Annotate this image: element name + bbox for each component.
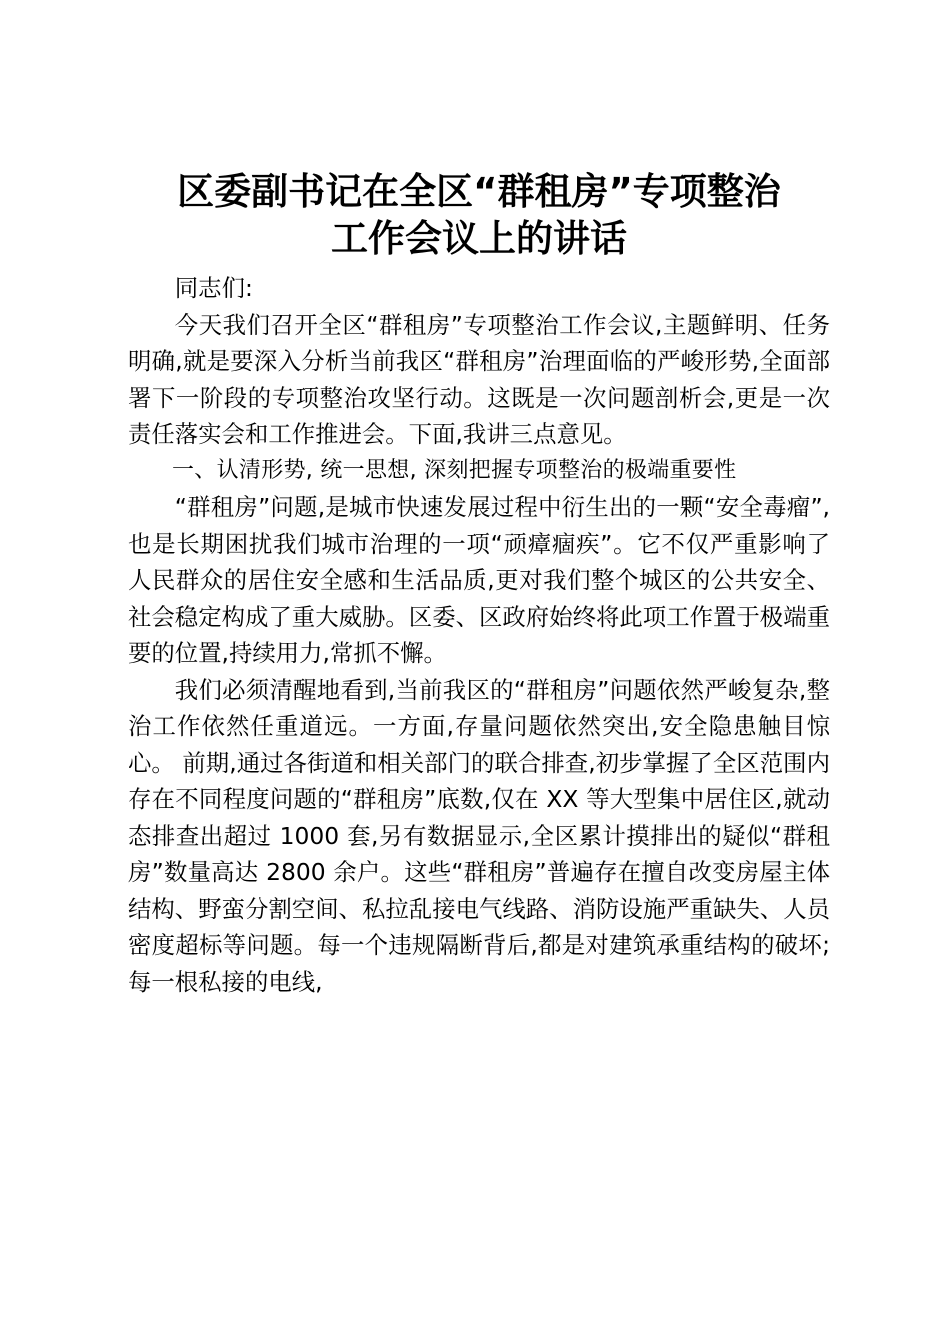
- document-body: [128, 270, 830, 1000]
- document-page: [128, 168, 830, 1000]
- paragraph-section1-1: “群租房”问题,是城市快速发展过程中衍生出的一颗“安全毒瘤”,也是长期困扰我们城市治理的一项“顽瘴痼疾”。它不仅严重影响了人民群众的居住安全感和生活品质,更对我们整个城区的公共安全、社会稳定构成了重大威胁。区委、区政府始终将此项工作置于极端重要的位置,持续用力,常抓不懈。: [128, 493, 830, 667]
- title-line-1: 区委副书记在全区“群租房”专项整治: [177, 170, 781, 213]
- document-title: [128, 168, 830, 262]
- section-heading-1: 一、认清形势, 统一思想, 深刻把握专项整治的极端重要性: [172, 457, 737, 483]
- salutation: 同志们:: [174, 274, 253, 302]
- title-line-2: 工作会议上的讲话: [331, 217, 627, 260]
- paragraph-section1-2: 我们必须清醒地看到,当前我区的“群租房”问题依然严峻复杂,整治工作依然任重道远。一方面,存量问题依然突出,安全隐患触目惊心。 前期,通过各街道和相关部门的联合排查,初步掌握了全区范围内存在不同程度问题的“群租房”底数,仅在 XX 等大型集中居住区,就动态排查出超过 1000 套,另有数据显示,全区累计摸排出的疑似“群租房”数量高达 2800 余户。这些“群租房”普遍存在擅自改变房屋主体结构、野蛮分割空间、私拉乱接电气线路、消防设施严重缺失、人员密度超标等问题。每一个违规隔断背后,都是对建筑承重结构的破坏;每一根私接的电线,: [128, 675, 830, 996]
- paragraph-intro: 今天我们召开全区“群租房”专项整治工作会议,主题鲜明、任务明确,就是要深入分析当前我区“群租房”治理面临的严峻形势,全面部署下一阶段的专项整治攻坚行动。这既是一次问题剖析会,更是一次责任落实会和工作推进会。下面,我讲三点意见。: [128, 310, 830, 448]
